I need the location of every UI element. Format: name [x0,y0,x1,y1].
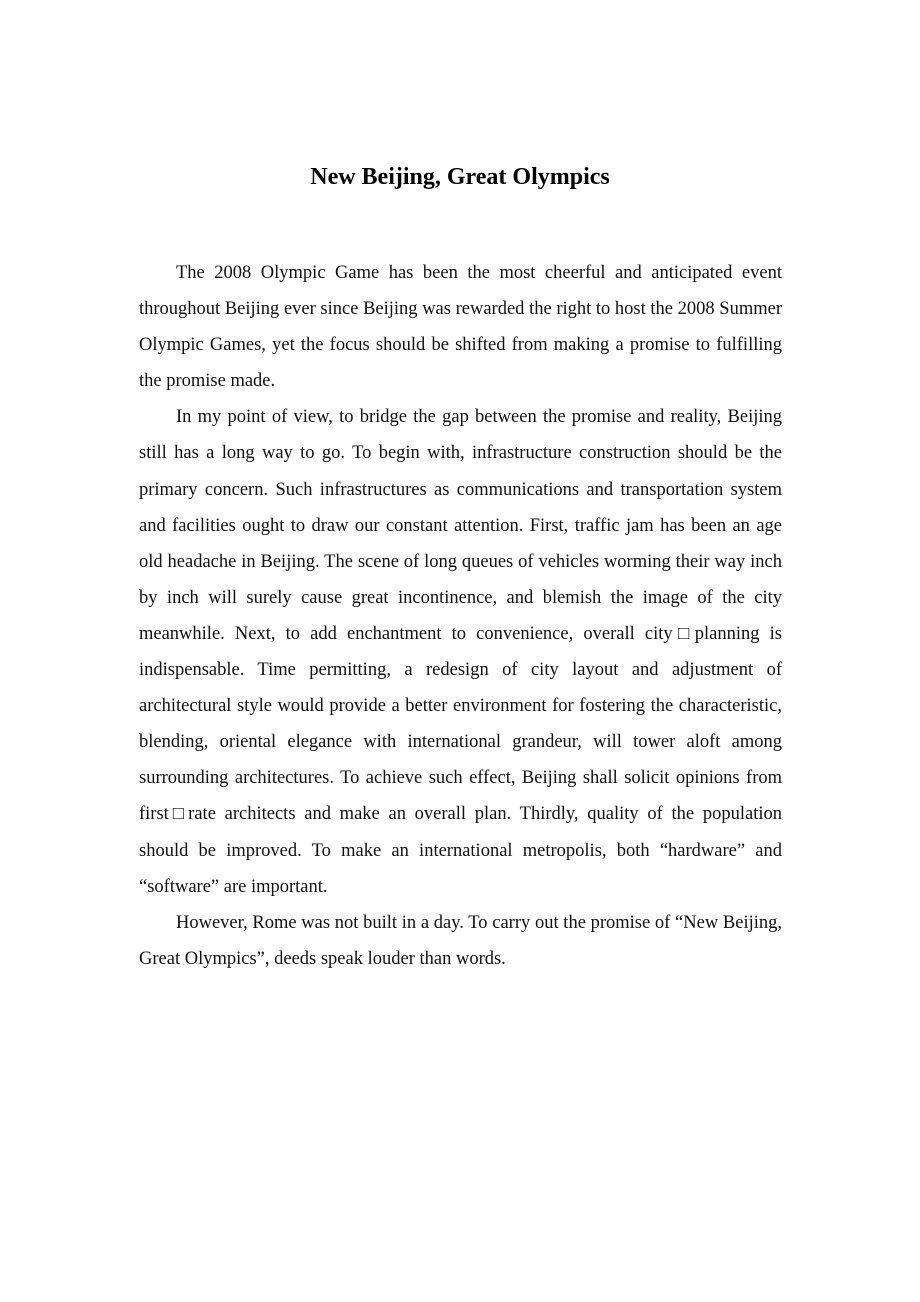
paragraph-main-argument: In my point of view, to bridge the gap between the promise and reality, Beijing still has a long way to go. To begin with, infrastructure construction should be the primary concern. Such infrastructures as communications and transportation system and facilities ought to draw our constant attention. First, traffic jam has been an age old headache in Beijing. The scene of long queues of vehicles worming their way inch by inch will surely cause great incontinence, and blemish the image of the city meanwhile. Next, to add enchantment to convenience, overall city□planning is indispensable. Time permitting, a redesign of city layout and adjustment of architectural style would provide a better environment for fostering the characteristic, blending, oriental elegance with international grandeur, will tower aloft among surrounding architectures. To achieve such effect, Beijing shall solicit opinions from first□rate architects and make an overall plan. Thirdly, quality of the population should be improved. To make an international metropolis, both “hardware” and “software” are important. [139,407,782,897]
document-body [139,255,782,977]
paragraph-conclusion: However, Rome was not built in a day. To carry out the promise of “New Beijing, Great Olympics”, deeds speak louder than words. [139,912,782,969]
paragraph-intro: The 2008 Olympic Game has been the most cheerful and anticipated event throughout Beijing ever since Beijing was rewarded the right to host the 2008 Summer Olympic Games, yet the focus should be shifted from making a promise to fulfilling the promise made. [139,263,782,392]
document-title: New Beijing, Great Olympics [310,164,610,190]
